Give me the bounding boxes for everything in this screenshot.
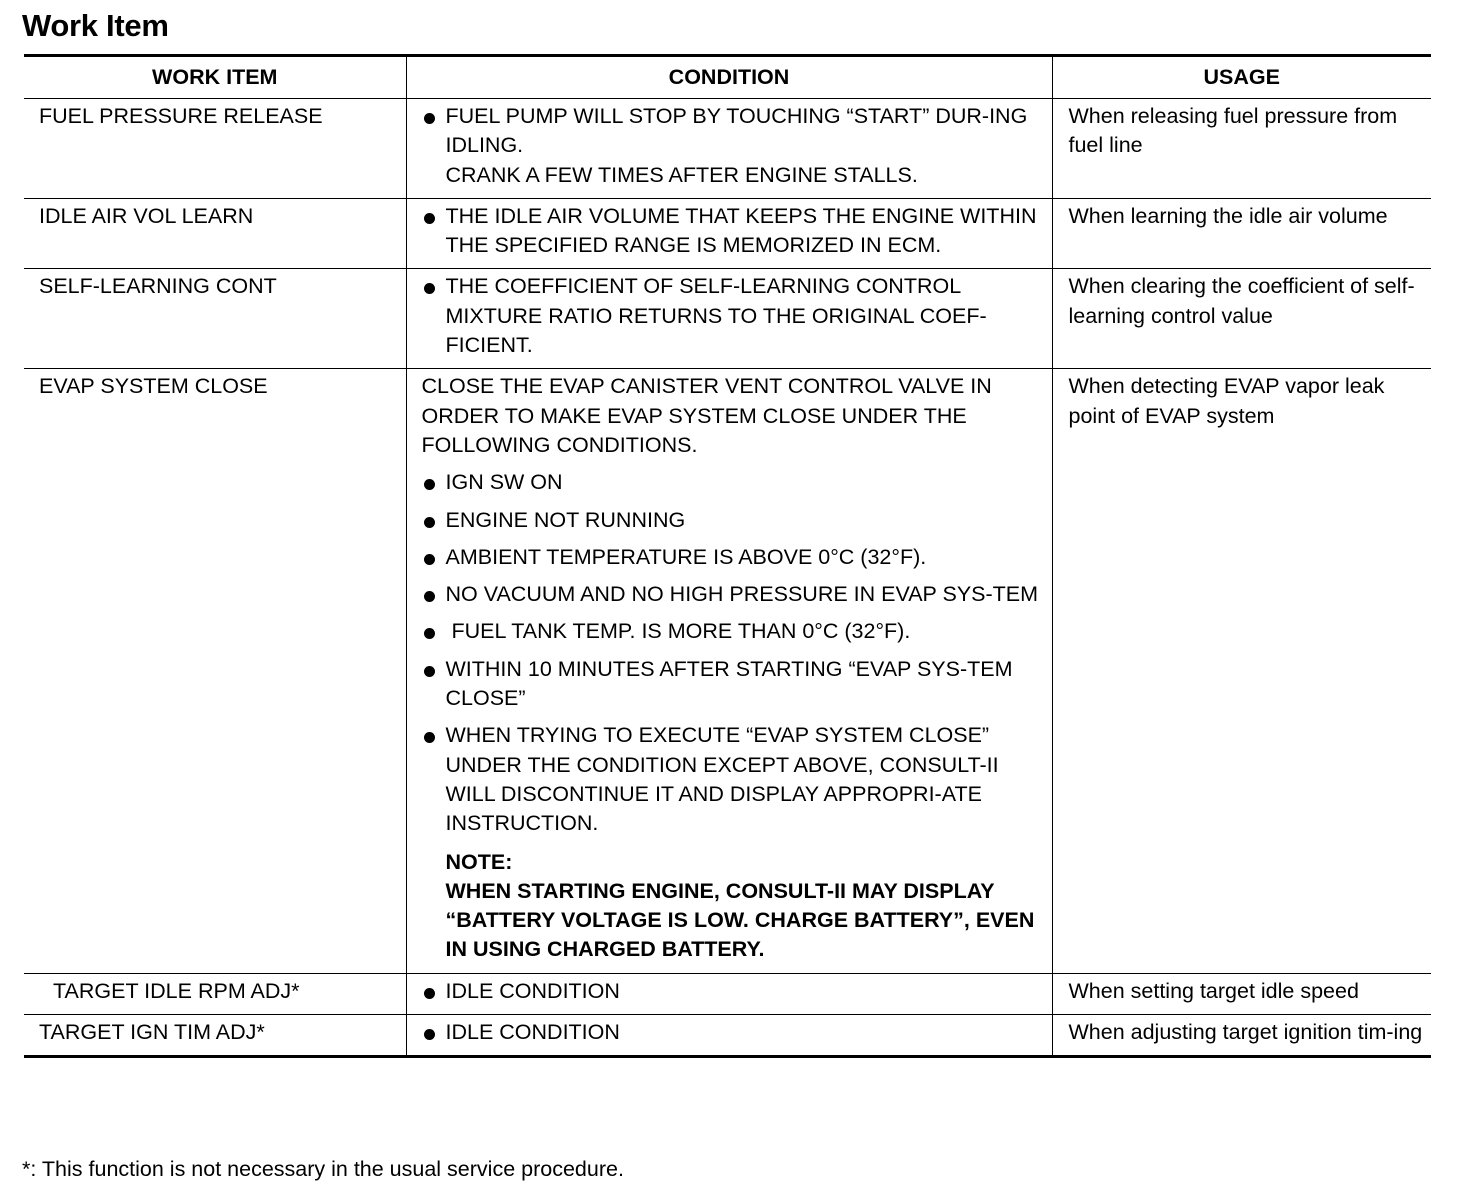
- usage-cell: When learning the idle air volume: [1052, 198, 1431, 269]
- table-row: [24, 198, 1431, 269]
- table-row: [24, 269, 1431, 369]
- condition-list: [422, 102, 1042, 190]
- condition-cell: [406, 269, 1052, 369]
- condition-text: THE IDLE AIR VOLUME THAT KEEPS THE ENGINE WITHIN THE SPECIFIED RANGE IS MEMORIZED IN ECM.: [445, 203, 1037, 258]
- usage-cell: When setting target idle speed: [1052, 973, 1431, 1014]
- condition-list: [422, 272, 1042, 360]
- table-row: [24, 369, 1431, 973]
- condition-bullet: [422, 580, 1042, 609]
- condition-cell: [406, 1015, 1052, 1057]
- condition-list: [422, 468, 1042, 838]
- condition-cell: [406, 198, 1052, 269]
- note-block: [422, 848, 1042, 965]
- condition-cell: [406, 973, 1052, 1014]
- condition-bullet: [422, 543, 1042, 572]
- condition-list: [422, 202, 1042, 261]
- work-item-table: [24, 54, 1431, 1058]
- condition-text: IDLE CONDITION: [445, 978, 620, 1003]
- table-row: [24, 973, 1431, 1014]
- work-item-cell: FUEL PRESSURE RELEASE: [39, 104, 323, 128]
- note-label: NOTE:: [445, 849, 513, 874]
- condition-bullet: [422, 202, 1042, 261]
- condition-bullet: [422, 102, 1042, 190]
- work-item-cell: TARGET IGN TIM ADJ*: [39, 1020, 265, 1045]
- footnote: *: This function is not necessary in the usual service procedure.: [22, 1157, 624, 1181]
- condition-text: THE COEFFICIENT OF SELF-LEARNING CONTROL MIXTURE RATIO RETURNS TO THE ORIGINAL COEF-FICIENT.: [445, 274, 987, 358]
- condition-list: [422, 977, 1042, 1006]
- condition-text: WITHIN 10 MINUTES AFTER STARTING “EVAP SYS-TEM CLOSE”: [445, 656, 1013, 711]
- condition-text: IGN SW ON: [445, 470, 563, 495]
- condition-list: [422, 1018, 1042, 1047]
- condition-cell: [406, 369, 1052, 973]
- usage-cell: When detecting EVAP vapor leak point of EVAP system: [1052, 369, 1431, 973]
- table-row: [24, 99, 1431, 199]
- work-item-cell: TARGET IDLE RPM ADJ*: [53, 978, 300, 1003]
- usage-cell: When clearing the coefficient of self-learning control value: [1052, 269, 1431, 369]
- condition-text: FUEL PUMP WILL STOP BY TOUCHING “START” DUR-ING IDLING.: [445, 104, 1028, 158]
- condition-text: IDLE CONDITION: [445, 1020, 620, 1045]
- table-row: [24, 1015, 1431, 1057]
- work-item-cell: IDLE AIR VOL LEARN: [39, 203, 254, 228]
- header-condition: CONDITION: [406, 56, 1052, 99]
- table-header-row: [24, 56, 1431, 99]
- usage-cell: When releasing fuel pressure from fuel line: [1052, 99, 1431, 199]
- condition-bullet: [422, 977, 1042, 1006]
- work-item-cell: EVAP SYSTEM CLOSE: [39, 374, 268, 399]
- note-text: WHEN STARTING ENGINE, CONSULT-II MAY DISPLAY “BATTERY VOLTAGE IS LOW. CHARGE BATTERY”, EVEN IN USING CHARGED BATTERY.: [445, 878, 1035, 962]
- work-item-cell: SELF-LEARNING CONT: [39, 274, 277, 299]
- condition-text: WHEN TRYING TO EXECUTE “EVAP SYSTEM CLOSE” UNDER THE CONDITION EXCEPT ABOVE, CONSULT-II WILL DISCONTINUE IT AND DISPLAY APPROPRI-ATE INSTRUCTION.: [445, 723, 999, 836]
- page-title: Work Item: [22, 8, 169, 43]
- condition-bullet: [422, 506, 1042, 535]
- header-work-item: WORK ITEM: [152, 64, 278, 89]
- condition-text: FUEL TANK TEMP. IS MORE THAN 0°C (32°F).: [445, 619, 911, 644]
- condition-text: NO VACUUM AND NO HIGH PRESSURE IN EVAP SYS-TEM: [445, 582, 1039, 607]
- header-usage: USAGE: [1052, 56, 1431, 99]
- condition-text: AMBIENT TEMPERATURE IS ABOVE 0°C (32°F).: [445, 544, 927, 569]
- condition-text: ENGINE NOT RUNNING: [445, 507, 686, 532]
- condition-bullet: [422, 1018, 1042, 1047]
- condition-bullet: [422, 468, 1042, 497]
- condition-bullet: [422, 272, 1042, 360]
- condition-intro: CLOSE THE EVAP CANISTER VENT CONTROL VALVE IN ORDER TO MAKE EVAP SYSTEM CLOSE UNDER THE FOLLOWING CONDITIONS.: [421, 374, 992, 457]
- condition-text: CRANK A FEW TIMES AFTER ENGINE STALLS.: [445, 162, 918, 187]
- condition-cell: [406, 99, 1052, 199]
- usage-cell: When adjusting target ignition tim-ing: [1052, 1015, 1431, 1057]
- condition-bullet: [422, 617, 1042, 646]
- condition-bullet: [422, 655, 1042, 714]
- condition-bullet: [422, 721, 1042, 838]
